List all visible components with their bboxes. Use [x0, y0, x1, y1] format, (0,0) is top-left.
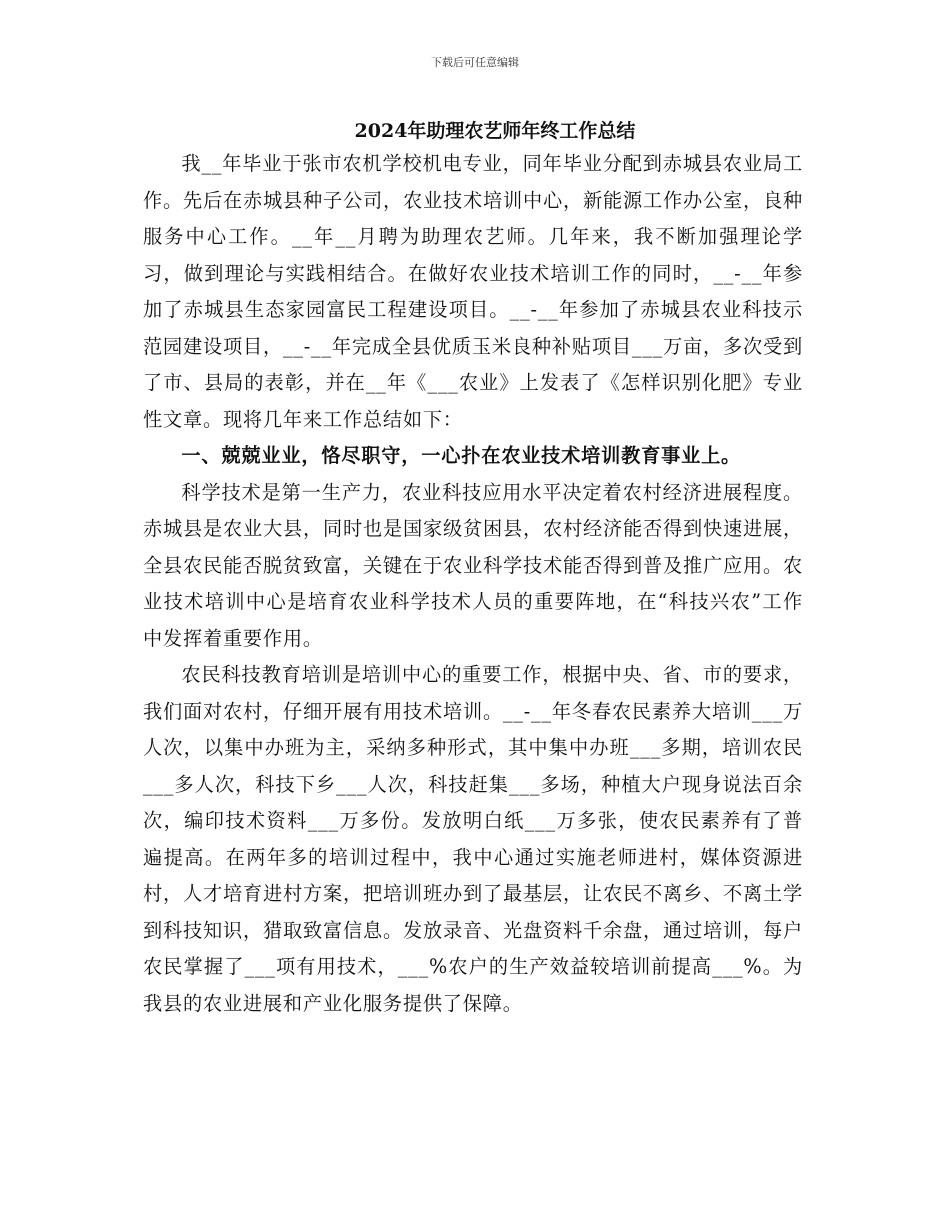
intro-paragraph: 我__年毕业于张市农机学校机电专业，同年毕业分配到赤城县农业局工作。先后在赤城县种子公司，农业技术培训中心，新能源工作办公室，良种服务中心工作。__年__月聘为助理农艺师。几年来，我不断加强理论学习，做到理论与实践相结合。在做好农业技术培训工作的同时，__-__年参加了赤城县生态家园富民工程建设项目。__-__年参加了赤城县农业科技示范园建设项目，__-__年完成全县优质玉米良种补贴项目___万亩，多次受到了市、县局的表彰，并在__年《___农业》上发表了《怎样识别化肥》专业性文章。现将几年来工作总结如下：	[143, 152, 803, 431]
document-body	[143, 146, 803, 1022]
document-title: 2024年助理农艺师年终工作总结	[354, 120, 636, 142]
body-paragraph: 科学技术是第一生产力，农业科技应用水平决定着农村经济进展程度。赤城县是农业大县，同时也是国家级贫困县，农村经济能否得到快速进展，全县农民能否脱贫致富，关键在于农业科学技术能否得到普及推广应用。农业技术培训中心是培育农业科学技术人员的重要阵地，在“科技兴农”工作中发挥着重要作用。	[143, 480, 803, 650]
body-paragraph: 农民科技教育培训是培训中心的重要工作，根据中央、省、市的要求，我们面对农村，仔细开展有用技术培训。__-__年冬春农民素养大培训___万人次，以集中办班为主，采纳多种形式，其中集中办班___多期，培训农民___多人次，科技下乡___人次，科技赶集___多场，种植大户现身说法百余次，编印技术资料___万多份。发放明白纸___万多张，使农民素养有了普遍提高。在两年多的培训过程中，我中心通过实施老师进村，媒体资源进村，人才培育进村方案，把培训班办到了最基层，让农民不离乡、不离土学到科技知识，猎取致富信息。发放录音、光盘资料千余盘，通过培训，每户农民掌握了___项有用技术，___%农户的生产效益较培训前提高___%。为我县的农业进展和产业化服务提供了保障。	[143, 663, 803, 1015]
header-note: 下载后可任意编辑	[431, 56, 519, 69]
section-heading-1: 一、兢兢业业，恪尽职守，一心扑在农业技术培训教育事业上。	[181, 444, 742, 467]
